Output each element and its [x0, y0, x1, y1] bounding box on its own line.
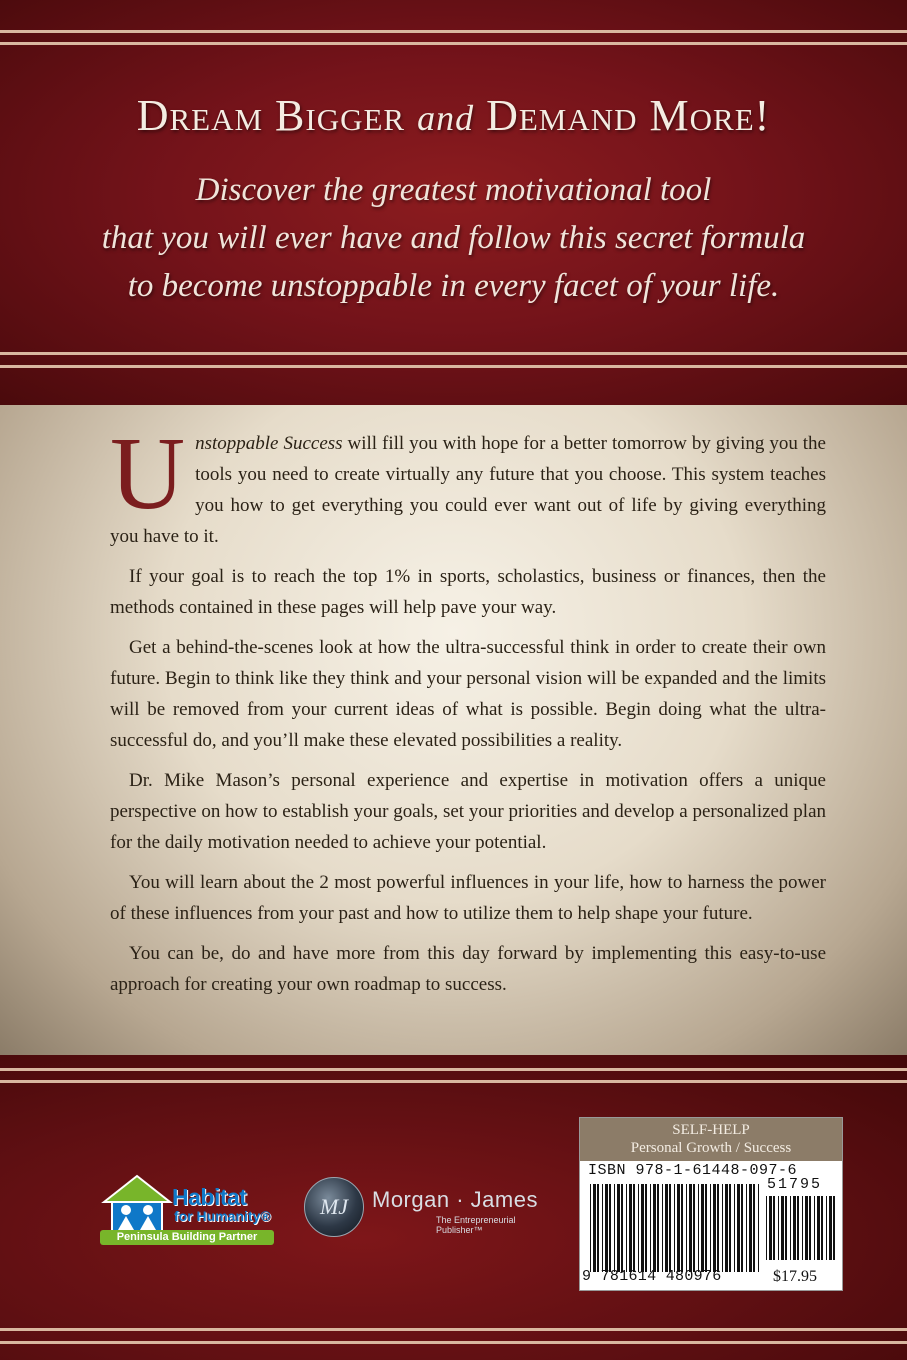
barcode-box [579, 1117, 843, 1291]
barcode-bar [657, 1184, 659, 1272]
barcode-bar [829, 1196, 832, 1260]
habitat-name: Habitat [172, 1184, 247, 1210]
subhead-line: that you will ever have and follow this secret formula [101, 220, 806, 256]
barcode-bar [614, 1184, 615, 1272]
barcode-bar [701, 1184, 704, 1272]
barcode-bar [605, 1184, 608, 1272]
barcode-bar [797, 1196, 799, 1260]
barcode-bar [725, 1184, 728, 1272]
barcode-bar [805, 1196, 808, 1260]
barcode-bar [746, 1184, 747, 1272]
bottom-stripe-1 [0, 1068, 907, 1071]
addon-code: 51795 [767, 1176, 823, 1193]
top-stripe-1 [0, 30, 907, 33]
barcode-bar [681, 1184, 683, 1272]
paragraph-1 [110, 416, 826, 552]
headline-and: and [417, 98, 475, 138]
bottom-stripe-4 [0, 1341, 907, 1344]
paragraph-1-text: will fill you with hope for a better tomorrow by giving you the tools you need to create virtually any future that you choose. This system teaches you how to get everything you could ever want out of life by giving everything you have to it. [110, 433, 826, 547]
barcode-bar [705, 1184, 707, 1272]
top-stripe-2 [0, 42, 907, 45]
barcode-bar [633, 1184, 635, 1272]
barcode-bar [802, 1196, 803, 1260]
habitat-partner: Peninsula Building Partner [100, 1230, 274, 1245]
mj-circle-icon: MJ [304, 1177, 364, 1237]
morgan-james-logo [304, 1175, 564, 1235]
category-strip [580, 1118, 842, 1161]
barcode-bar [817, 1196, 820, 1260]
habitat-logo [100, 1168, 290, 1248]
barcode-bar [753, 1184, 755, 1272]
barcode-bar [609, 1184, 611, 1272]
subhead-line: Discover the greatest motivational tool [195, 172, 712, 208]
subcategory: Personal Growth / Success [630, 1140, 792, 1156]
price: $17.95 [773, 1268, 817, 1285]
barcode-bar [734, 1184, 735, 1272]
subhead [0, 166, 907, 310]
drop-cap: U [110, 416, 186, 531]
barcode-bar [597, 1184, 599, 1272]
ean-digits: 9 781614 480976 [582, 1268, 722, 1285]
barcode-bar [722, 1184, 723, 1272]
book-title: nstoppable Success [195, 433, 343, 454]
paragraph-6: You can be, do and have more from this day forward by implementing this easy-to-use approach for creating your own roadmap to success. [110, 943, 826, 995]
barcode-bar [689, 1184, 692, 1272]
barcode-bars-icon [590, 1184, 760, 1272]
mj-tagline: The Entrepreneurial Publisher™ [436, 1215, 516, 1235]
habitat-name2: for Humanity® [174, 1208, 271, 1224]
barcode-bar [790, 1196, 791, 1260]
barcode-bar [626, 1184, 627, 1272]
barcode-bar [662, 1184, 663, 1272]
middle-stripe-2 [0, 365, 907, 368]
barcode-bar [665, 1184, 668, 1272]
paragraph-3: Get a behind-the-scenes look at how the ultra-successful think in order to create their own future. Begin to think like they think and your personal vision will be expanded and the limits will be removed from your current ideas of what is possible. Begin doing what the ultra-successful do, and you’ll make these elevated possibilities a reality. [110, 637, 826, 751]
barcode-bar [729, 1184, 731, 1272]
mj-name: Morgan · James [372, 1187, 538, 1212]
barcode-bar [602, 1184, 603, 1272]
paragraph-5: You will learn about the 2 most powerful influences in your life, how to harness the power of these influences from your past and how to utilize them to help shape your future. [110, 872, 826, 924]
barcode-bar [698, 1184, 699, 1272]
barcode-bar [778, 1196, 779, 1260]
barcode-bar [758, 1184, 759, 1272]
barcode-bar [621, 1184, 623, 1272]
barcode-bar [773, 1196, 775, 1260]
headline-part1: Dream Bigger [136, 91, 406, 140]
barcode-bar [650, 1184, 651, 1272]
barcode-bar [793, 1196, 796, 1260]
barcode-bar [617, 1184, 620, 1272]
category: SELF-HELP [672, 1122, 750, 1138]
barcode-bar [749, 1184, 752, 1272]
isbn-text: ISBN 978-1-61448-097-6 [588, 1162, 798, 1179]
barcode-bar [593, 1184, 596, 1272]
barcode-bar [693, 1184, 695, 1272]
paragraph-2: If your goal is to reach the top 1% in sports, scholastics, business or finances, then the methods contained in these pages will help pave your way. [110, 566, 826, 618]
bottom-stripe-2 [0, 1080, 907, 1083]
barcode-bar [641, 1184, 644, 1272]
barcode-bar [710, 1184, 711, 1272]
barcode-bar [781, 1196, 784, 1260]
description-text [110, 416, 826, 1009]
subhead-line: to become unstoppable in every facet of your life. [127, 268, 780, 304]
barcode-bar [629, 1184, 632, 1272]
headline [0, 90, 907, 141]
barcode-bar [590, 1184, 591, 1272]
addon-bars-icon [766, 1196, 836, 1260]
barcode-bar [821, 1196, 823, 1260]
barcode-bar [645, 1184, 647, 1272]
barcode-bar [653, 1184, 656, 1272]
barcode-bar [785, 1196, 787, 1260]
barcode-bar [814, 1196, 815, 1260]
barcode-bar [674, 1184, 675, 1272]
barcode-bar [737, 1184, 740, 1272]
barcode-bar [766, 1196, 767, 1260]
barcode-bar [686, 1184, 687, 1272]
barcode-bar [809, 1196, 811, 1260]
barcode-bar [638, 1184, 639, 1272]
barcode-bar [713, 1184, 716, 1272]
paragraph-4: Dr. Mike Mason’s personal experience and expertise in motivation offers a unique perspective on how to establish your goals, set your priorities and develop a personalized plan for the daily motivation needed to achieve your potential. [110, 770, 826, 853]
middle-stripe-1 [0, 352, 907, 355]
headline-part2: Demand More! [486, 91, 771, 140]
barcode-bar [717, 1184, 719, 1272]
barcode-bar [669, 1184, 671, 1272]
barcode-bar [833, 1196, 835, 1260]
bottom-stripe-3 [0, 1328, 907, 1331]
barcode-bar [826, 1196, 827, 1260]
barcode-bar [769, 1196, 772, 1260]
barcode-bar [677, 1184, 680, 1272]
habitat-house-icon [100, 1172, 174, 1236]
barcode-bar [741, 1184, 743, 1272]
